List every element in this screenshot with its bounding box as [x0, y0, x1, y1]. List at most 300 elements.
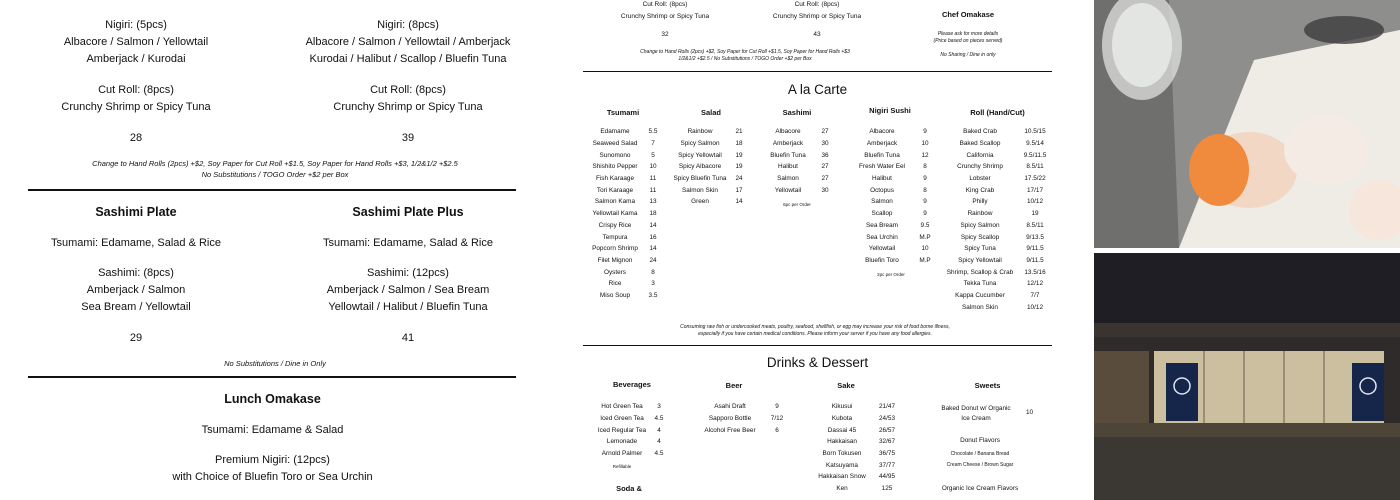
item-name: Spicy Scallop — [960, 233, 1000, 241]
tsumami-item — [586, 138, 662, 150]
item-name: Spicy Salmon — [960, 221, 1000, 229]
item-price: 9/11.5 — [1026, 256, 1044, 264]
tsumami-list — [586, 126, 662, 301]
item-name: Rainbow — [967, 210, 993, 218]
cutroll1-block — [36, 82, 236, 116]
salad-heading: Salad — [700, 108, 721, 117]
beer-item — [692, 424, 786, 436]
item-price: 19 — [1031, 210, 1039, 218]
nigiri5-line2: Amberjack / Kurodai — [86, 53, 186, 65]
lunch-omakase-title: Lunch Omakase — [224, 392, 321, 406]
nigiri-item — [848, 173, 934, 185]
item-price: 8 — [651, 268, 655, 276]
item-price: 17.5/22 — [1024, 175, 1046, 183]
item-name: Iced Regular Tea — [597, 426, 647, 434]
salad-item — [670, 173, 748, 185]
roll-item — [942, 290, 1052, 302]
tsumami-item — [586, 196, 662, 208]
item-name: Albacore — [869, 128, 895, 136]
lunch-omakase-detail — [130, 452, 415, 486]
item-name: Philly — [972, 198, 988, 206]
sashimi-plate-heading: Sashimi: (8pcs) — [98, 267, 174, 279]
salad-item — [670, 126, 748, 138]
item-name: Dassai 45 — [827, 426, 857, 434]
top-note-line2: 1/2&1/2 +$2.5 / No Substitutions / TOGO Order +$2 per Box — [678, 56, 812, 62]
item-name: Amberjack — [866, 140, 898, 148]
left-note-block — [60, 158, 490, 180]
item-price: M.P — [919, 256, 931, 264]
item-price: 5 — [651, 151, 655, 159]
item-name: Spicy Bluefin Tuna — [673, 175, 727, 183]
item-name: Shrimp, Scallop & Crab — [946, 268, 1014, 276]
roll-item — [942, 301, 1052, 313]
chef-omakase-detail — [908, 31, 1028, 59]
item-price: 125 — [881, 485, 893, 493]
roll-heading: Roll (Hand/Cut) — [970, 108, 1025, 117]
item-name: Iced Green Tea — [600, 415, 644, 423]
item-name: Kikusui — [831, 403, 853, 411]
nigiri8-block — [290, 17, 526, 68]
item-price: 8 — [923, 163, 927, 171]
tsumami-item — [586, 266, 662, 278]
item-price: 30 — [821, 140, 829, 148]
sake-item — [806, 436, 896, 448]
item-name: Seaweed Salad — [592, 140, 638, 148]
item-price: 44/95 — [879, 473, 895, 481]
top-cutroll1-heading: Cut Roll: (8pcs) — [642, 1, 688, 8]
beverage-item — [594, 424, 668, 436]
beer-list — [692, 401, 786, 436]
item-price: 5.5 — [648, 128, 658, 136]
item-name: Miso Soup — [599, 291, 631, 299]
item-price: 6 — [775, 426, 779, 434]
item-price: 7/12 — [770, 415, 784, 423]
sashimi-item — [760, 161, 834, 173]
price-29: 29 — [129, 332, 143, 344]
item-price: 9 — [923, 210, 927, 218]
item-name: Tori Karaage — [596, 186, 634, 194]
item-name: Rainbow — [687, 128, 713, 136]
beverage-item — [594, 436, 668, 448]
sashimi-list — [760, 126, 834, 196]
donut-flavors-line2: Cream Cheese / Brown Sugar — [946, 462, 1014, 468]
price-32: 32 — [661, 31, 669, 38]
item-price: 9.5 — [920, 221, 930, 229]
item-price: 7/7 — [1030, 291, 1040, 299]
icecream-flavors-heading: Organic Ice Cream Flavors — [941, 485, 1019, 492]
item-price: 24/53 — [879, 415, 895, 423]
sashimi-item — [760, 149, 834, 161]
roll-item — [942, 184, 1052, 196]
item-name: Amberjack — [772, 140, 804, 148]
left-note-line2: No Substitutions / TOGO Order +$2 per Box — [201, 170, 349, 179]
salad-list — [670, 126, 748, 208]
nigiri8-heading: Nigiri: (8pcs) — [377, 19, 439, 31]
lunch-omakase-heading: Premium Nigiri: (12pcs) — [215, 454, 330, 466]
item-price: 9.5/14 — [1026, 140, 1044, 148]
donut-flavors — [930, 449, 1030, 471]
item-price: 10 — [921, 245, 929, 253]
divider — [583, 71, 1052, 72]
nigiri-item — [848, 255, 934, 267]
sweets-line1: Baked Donut w/ Organic — [941, 405, 1011, 412]
left-note3: No Substitutions / Dine in Only — [224, 359, 326, 368]
sashimi-plate-plus-title: Sashimi Plate Plus — [352, 205, 464, 219]
top-note — [610, 49, 880, 63]
nigiri-item — [848, 126, 934, 138]
sake-item — [806, 413, 896, 425]
item-price: 9 — [775, 403, 779, 411]
roll-item — [942, 231, 1052, 243]
item-price: 27 — [821, 175, 829, 183]
sake-item — [806, 448, 896, 460]
item-price: 14 — [735, 198, 743, 206]
item-price: 18 — [649, 210, 657, 218]
item-name: Kappa Cucumber — [955, 291, 1005, 299]
roll-item — [942, 138, 1052, 150]
disclaimer-line2: especially if you have certain medical conditions. Please inform your server if you have any food allergies. — [698, 331, 932, 337]
tsumami-item — [586, 231, 662, 243]
chef-line1: Please ask for more details — [937, 31, 999, 37]
item-name: King Crab — [965, 186, 995, 194]
item-name: Kubota — [831, 415, 853, 423]
item-price: 3 — [657, 403, 661, 411]
item-name: Salmon Skin — [682, 186, 718, 194]
price-43: 43 — [813, 31, 821, 38]
restaurant-exterior-photo — [1094, 253, 1400, 500]
item-name: Tempura — [602, 233, 628, 241]
sweets-donut-icecream — [930, 404, 1022, 423]
item-name: Scallop — [871, 210, 893, 218]
item-name: Born Tokusen — [822, 450, 862, 458]
lunch-omakase-line: with Choice of Bluefin Toro or Sea Urchin — [172, 471, 373, 483]
nigiri-item — [848, 138, 934, 150]
item-name: Lemonade — [606, 438, 638, 446]
item-name: Salmon — [777, 175, 799, 183]
item-name: Tekka Tuna — [963, 280, 997, 288]
sashimi-item — [760, 138, 834, 150]
item-name: Oysters — [603, 268, 626, 276]
nigiri-item — [848, 196, 934, 208]
sake-item — [806, 459, 896, 471]
nigiri5-block — [36, 17, 236, 68]
item-price: 3 — [651, 280, 655, 288]
tsumami-item — [586, 243, 662, 255]
cutroll2-line: Crunchy Shrimp or Spicy Tuna — [333, 101, 483, 113]
item-price: 24 — [649, 256, 657, 264]
item-price: 10 — [649, 163, 657, 171]
item-name: Spicy Yellowtail — [958, 256, 1002, 264]
item-price: 19 — [735, 151, 743, 159]
item-name: Spicy Yellowtail — [678, 151, 722, 159]
item-price: 37/77 — [879, 461, 895, 469]
nigiri-item — [848, 149, 934, 161]
tsumami-item — [586, 208, 662, 220]
salad-item — [670, 161, 748, 173]
item-name: Ken — [836, 485, 848, 493]
divider — [28, 376, 516, 378]
beverage-item — [594, 401, 668, 413]
item-price: 9.5/11.5 — [1023, 151, 1047, 159]
item-price: 36 — [821, 151, 829, 159]
item-name: Hot Green Tea — [601, 403, 643, 411]
nigiri-item — [848, 220, 934, 232]
nigiri-note: 2pc per Order — [877, 272, 905, 277]
item-price: 18 — [735, 140, 743, 148]
item-name: Halibut — [778, 163, 798, 171]
tsumami-item — [586, 290, 662, 302]
item-price: 10 — [921, 140, 929, 148]
item-name: Salmon Skin — [962, 303, 998, 311]
sashimi-heading: Sashimi — [782, 108, 812, 117]
item-name: Katsuyama — [826, 461, 858, 469]
roll-list — [942, 126, 1052, 313]
sushi-photo — [1094, 0, 1400, 248]
item-price: 11 — [649, 175, 657, 183]
item-price: 17 — [735, 186, 743, 194]
drinks-dessert-title: Drinks & Dessert — [766, 355, 869, 370]
item-price: 14 — [649, 221, 657, 229]
item-name: Yellowtail — [868, 245, 896, 253]
cutroll2-block — [290, 82, 526, 116]
beverages-heading: Beverages — [613, 380, 651, 389]
item-price: 7 — [651, 140, 655, 148]
item-name: Crunchy Shrimp — [957, 163, 1003, 171]
top-cutroll2-line: Crunchy Shrimp or Spicy Tuna — [772, 13, 862, 20]
item-price: 3.5 — [648, 291, 658, 299]
item-name: Fresh Water Eel — [859, 163, 905, 171]
item-name: Alcohol Free Beer — [704, 426, 756, 434]
item-price: 32/67 — [879, 438, 895, 446]
item-name: Bluefin Toro — [865, 256, 899, 264]
salad-item — [670, 138, 748, 150]
nigiri-list — [848, 126, 934, 266]
sashimi-note: 6pc per Order — [783, 202, 811, 207]
item-price: M.P — [919, 233, 931, 241]
donut-flavors-heading: Donut Flavors — [960, 437, 1000, 444]
sashimi-plate-plus-heading: Sashimi: (12pcs) — [367, 267, 449, 279]
item-name: Shishito Pepper — [592, 163, 638, 171]
item-name: Fish Karaage — [595, 175, 634, 183]
nigiri5-line1: Albacore / Salmon / Yellowtail — [63, 36, 209, 48]
tsumami-item — [586, 278, 662, 290]
tsumami-item — [586, 126, 662, 138]
item-price: 13 — [649, 198, 657, 206]
roll-item — [942, 161, 1052, 173]
tsumami-item — [586, 184, 662, 196]
item-price: 24 — [735, 175, 743, 183]
item-name: Sea Urchin — [866, 233, 898, 241]
sashimi-item — [760, 184, 834, 196]
sashimi-plate-line1: Amberjack / Salmon — [86, 284, 186, 296]
sweets-heading: Sweets — [974, 381, 1001, 390]
price-39: 39 — [401, 132, 415, 144]
top-cutroll1-line: Crunchy Shrimp or Spicy Tuna — [620, 13, 710, 20]
disclaimer — [600, 324, 1030, 338]
beverage-item — [594, 448, 668, 460]
top-note-line1: Change to Hand Rolls (2pcs) +$2, Soy Paper for Cut Roll +$1.5, Soy Paper for Hand Rolls +$3 — [640, 49, 850, 55]
item-price: 8.5/11 — [1026, 163, 1044, 171]
item-price: 17/17 — [1027, 186, 1043, 194]
item-name: Albacore — [775, 128, 801, 136]
cutroll2-heading: Cut Roll: (8pcs) — [370, 84, 446, 96]
top-cutroll1 — [600, 0, 730, 23]
item-name: Bluefin Tuna — [864, 151, 900, 159]
salad-item — [670, 149, 748, 161]
item-name: Baked Scallop — [959, 140, 1001, 148]
roll-item — [942, 278, 1052, 290]
roll-item — [942, 173, 1052, 185]
price-41: 41 — [401, 332, 415, 344]
nigiri8-line1: Albacore / Salmon / Yellowtail / Amberjack — [305, 36, 511, 48]
sashimi-plate-tsumami: Tsumami: Edamame, Salad & Rice — [51, 237, 221, 249]
item-name: Yellowtail Kama — [592, 210, 638, 218]
chef-omakase-title: Chef Omakase — [941, 10, 995, 19]
tsumami-item — [586, 255, 662, 267]
tsumami-item — [586, 220, 662, 232]
roll-item — [942, 208, 1052, 220]
sweets-line1b: Ice Cream — [961, 414, 991, 422]
nigiri-item — [848, 161, 934, 173]
price-28: 28 — [129, 132, 143, 144]
sashimi-item — [760, 126, 834, 138]
tsumami-heading: Tsumami — [606, 108, 640, 117]
divider — [28, 189, 516, 191]
item-name: Salmon — [871, 198, 893, 206]
nigiri-item — [848, 243, 934, 255]
item-name: Sunomono — [599, 151, 631, 159]
tsumami-item — [586, 173, 662, 185]
sashimi-item — [760, 173, 834, 185]
sake-item — [806, 483, 896, 495]
beer-item — [692, 413, 786, 425]
item-price: 26/57 — [879, 426, 895, 434]
cutroll1-heading: Cut Roll: (8pcs) — [98, 84, 174, 96]
left-note-line1: Change to Hand Rolls (2pcs) +$2, Soy Paper for Cut Roll +$1.5, Soy Paper for Hand Rolls +$3, 1/2&1/2 +$2.5 — [92, 159, 458, 168]
item-price: 9 — [923, 175, 927, 183]
nigiri8-line2: Kurodai / Halibut / Scallop / Bluefin Tuna — [309, 53, 507, 65]
top-cutroll2-heading: Cut Roll: (8pcs) — [794, 1, 840, 8]
roll-item — [942, 196, 1052, 208]
item-name: Crispy Rice — [598, 221, 632, 229]
alacarte-title: A la Carte — [787, 82, 848, 97]
item-name: Asahi Draft — [714, 403, 746, 411]
item-name: Octopus — [870, 186, 894, 194]
item-name: Spicy Tuna — [964, 245, 996, 253]
sashimi-plate-plus-detail — [290, 265, 526, 316]
item-price: 36/75 — [879, 450, 895, 458]
item-name: Halibut — [872, 175, 892, 183]
item-price: 14 — [649, 245, 657, 253]
item-price: 27 — [821, 163, 829, 171]
salad-item — [670, 196, 748, 208]
roll-item — [942, 149, 1052, 161]
item-price: 11 — [649, 186, 657, 194]
item-price: 13.5/16 — [1024, 268, 1046, 276]
item-price: 9/13.5 — [1026, 233, 1044, 241]
sushi-photo-graphic — [1094, 0, 1400, 248]
sashimi-plate-line2: Sea Bream / Yellowtail — [81, 301, 191, 313]
roll-item — [942, 126, 1052, 138]
item-price: 10/12 — [1027, 303, 1043, 311]
restaurant-exterior-graphic — [1094, 253, 1400, 500]
item-price: 4 — [657, 438, 661, 446]
item-name: Spicy Albacore — [678, 163, 722, 171]
item-price: 4.5 — [654, 450, 664, 458]
sake-list — [806, 401, 896, 495]
item-price: 9 — [923, 198, 927, 206]
roll-item — [942, 243, 1052, 255]
item-name: Bluefin Tuna — [770, 151, 806, 159]
item-name: Yellowtail — [774, 186, 802, 194]
sake-heading: Sake — [837, 381, 855, 390]
item-name: Spicy Salmon — [680, 140, 720, 148]
item-name: Rice — [608, 280, 622, 288]
beverage-item — [594, 413, 668, 425]
item-price: 4 — [657, 426, 661, 434]
sashimi-plate-plus-tsumami: Tsumami: Edamame, Salad & Rice — [323, 237, 493, 249]
item-price: 10/12 — [1027, 198, 1043, 206]
sashimi-plate-title: Sashimi Plate — [95, 205, 177, 219]
beverages-list — [594, 401, 668, 459]
item-name: Sapporo Bottle — [708, 415, 752, 423]
sake-item — [806, 401, 896, 413]
salad-item — [670, 184, 748, 196]
beer-heading: Beer — [725, 381, 743, 390]
item-price: 27 — [821, 128, 829, 136]
roll-item — [942, 255, 1052, 267]
item-name: Edamame — [600, 128, 630, 136]
nigiri-item — [848, 231, 934, 243]
nigiri-item — [848, 208, 934, 220]
donut-flavors-line1: Chocolate / Banana Bread — [950, 451, 1010, 457]
item-name: Hakkaisan — [827, 438, 857, 446]
item-name: Green — [691, 198, 709, 206]
nigiri5-heading: Nigiri: (5pcs) — [105, 19, 167, 31]
item-name: Baked Crab — [963, 128, 997, 136]
item-price: 9/11.5 — [1026, 245, 1044, 253]
tsumami-item — [586, 149, 662, 161]
top-cutroll2 — [752, 0, 882, 23]
sashimi-plate-plus-line2: Yellowtail / Halibut / Bluefin Tuna — [328, 301, 488, 313]
disclaimer-line1: Consuming raw fish or undercooked meats, poultry, seafood, shellfish, or egg may increase your risk of food borne illness, — [680, 324, 950, 330]
sashimi-plate-plus-line1: Amberjack / Salmon / Sea Bream — [326, 284, 490, 296]
sashimi-plate-detail — [36, 265, 236, 316]
item-price: 8.5/11 — [1026, 221, 1044, 229]
item-price: 9 — [923, 128, 927, 136]
item-name: California — [966, 151, 994, 159]
item-name: Popcorn Shrimp — [592, 245, 638, 253]
refillable-note: Refillable — [612, 464, 632, 469]
beer-item — [692, 401, 786, 413]
item-price: 21/47 — [879, 403, 895, 411]
chef-line2: (Price based on pieces served) — [933, 38, 1003, 44]
item-price: 12/12 — [1027, 280, 1043, 288]
item-price: 19 — [735, 163, 743, 171]
item-price: 21 — [735, 128, 743, 136]
soda-heading: Soda & — [616, 484, 642, 493]
sake-item — [806, 471, 896, 483]
item-price: 12 — [921, 151, 929, 159]
item-name: Salmon Kama — [594, 198, 636, 206]
item-name: Filet Mignon — [597, 256, 633, 264]
item-price: 10.5/15 — [1024, 128, 1046, 136]
item-price: 4.5 — [654, 415, 664, 423]
lunch-omakase-tsumami: Tsumami: Edamame & Salad — [201, 424, 344, 436]
sweets-price: 10 — [1026, 409, 1034, 416]
item-name: Hakkaisan Snow — [818, 473, 866, 481]
item-name: Sea Bream — [866, 221, 898, 229]
